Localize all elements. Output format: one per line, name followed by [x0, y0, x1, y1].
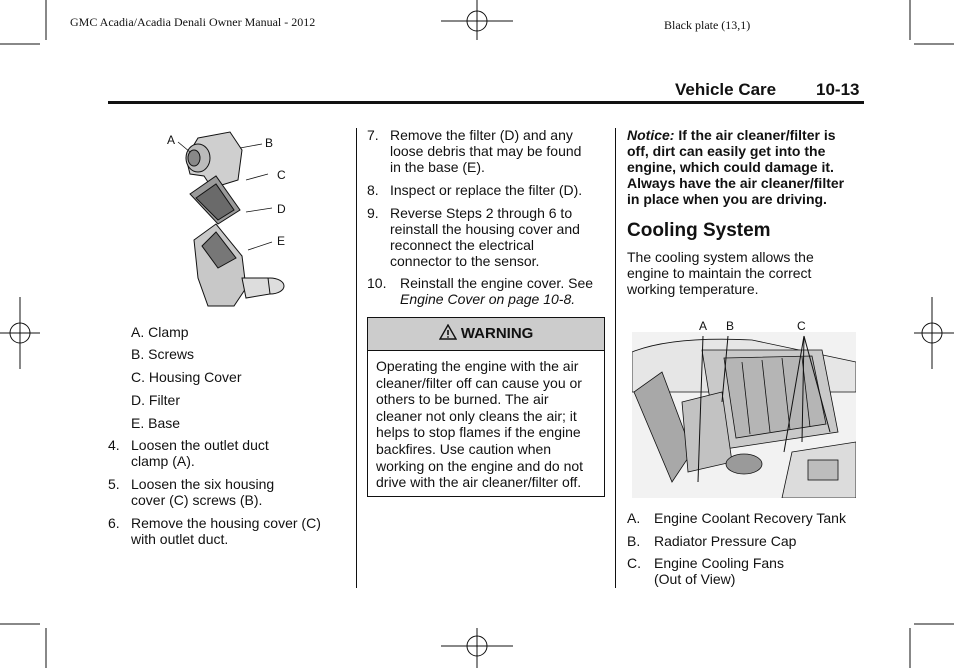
notice-paragraph: Notice: If the air cleaner/filter is off, dirt can easily get into the engine, which could damage it. Always have the air cleaner/filter in place when you are driving.: [627, 127, 845, 207]
warning-header: [368, 318, 604, 351]
notice-label: Notice:: [627, 127, 675, 143]
engine-bay-illustration: [632, 332, 856, 498]
plate-label: Black plate (13,1): [664, 18, 751, 32]
registration-mark-right: [914, 297, 954, 369]
warning-triangle-icon: [439, 324, 457, 340]
legend-item: D. Filter: [131, 392, 180, 408]
figure-label-b: B: [726, 319, 735, 333]
legend-item: B. Screws: [131, 346, 195, 362]
figure-label-d: D: [277, 202, 286, 216]
warning-box: [367, 317, 605, 497]
manual-title: GMC Acadia/Acadia Denali Owner Manual - 2012: [70, 15, 316, 29]
figure-label-a: A: [167, 133, 176, 147]
column-divider: [356, 128, 357, 588]
registration-mark-bottom: [441, 628, 513, 668]
figure-label-e: E: [277, 234, 286, 248]
intro-paragraph: The cooling system allows the engine to maintain the correct working temperature.: [627, 249, 814, 297]
air-cleaner-illustration: [160, 128, 300, 323]
figure-label-c: C: [797, 319, 806, 333]
column-divider: [615, 128, 616, 588]
warning-text: Operating the engine with the air cleaner/filter off can cause you or others to be burned. The air cleaner not only cleans the air; it helps to stop flames if the engine backfires. Use caution when working on the engine and do not drive with the air cleaner/filter off.: [376, 358, 584, 491]
header-rule: [108, 101, 864, 104]
legend-item: C. Housing Cover: [131, 369, 242, 385]
figure-label-a: A: [699, 319, 708, 333]
section-heading: Cooling System: [627, 220, 771, 241]
page-number: 10-13: [816, 80, 860, 99]
registration-mark-top: [441, 0, 513, 40]
warning-title: WARNING: [460, 325, 534, 342]
figure-label-c: C: [277, 168, 286, 182]
registration-mark-left: [0, 297, 40, 369]
cross-reference-link[interactable]: Engine Cover on page 10-8.: [400, 291, 576, 307]
legend-item: A. Clamp: [131, 324, 189, 340]
figure-label-b: B: [265, 136, 274, 150]
legend-item: E. Base: [131, 415, 181, 431]
section-title: Vehicle Care: [675, 80, 777, 99]
